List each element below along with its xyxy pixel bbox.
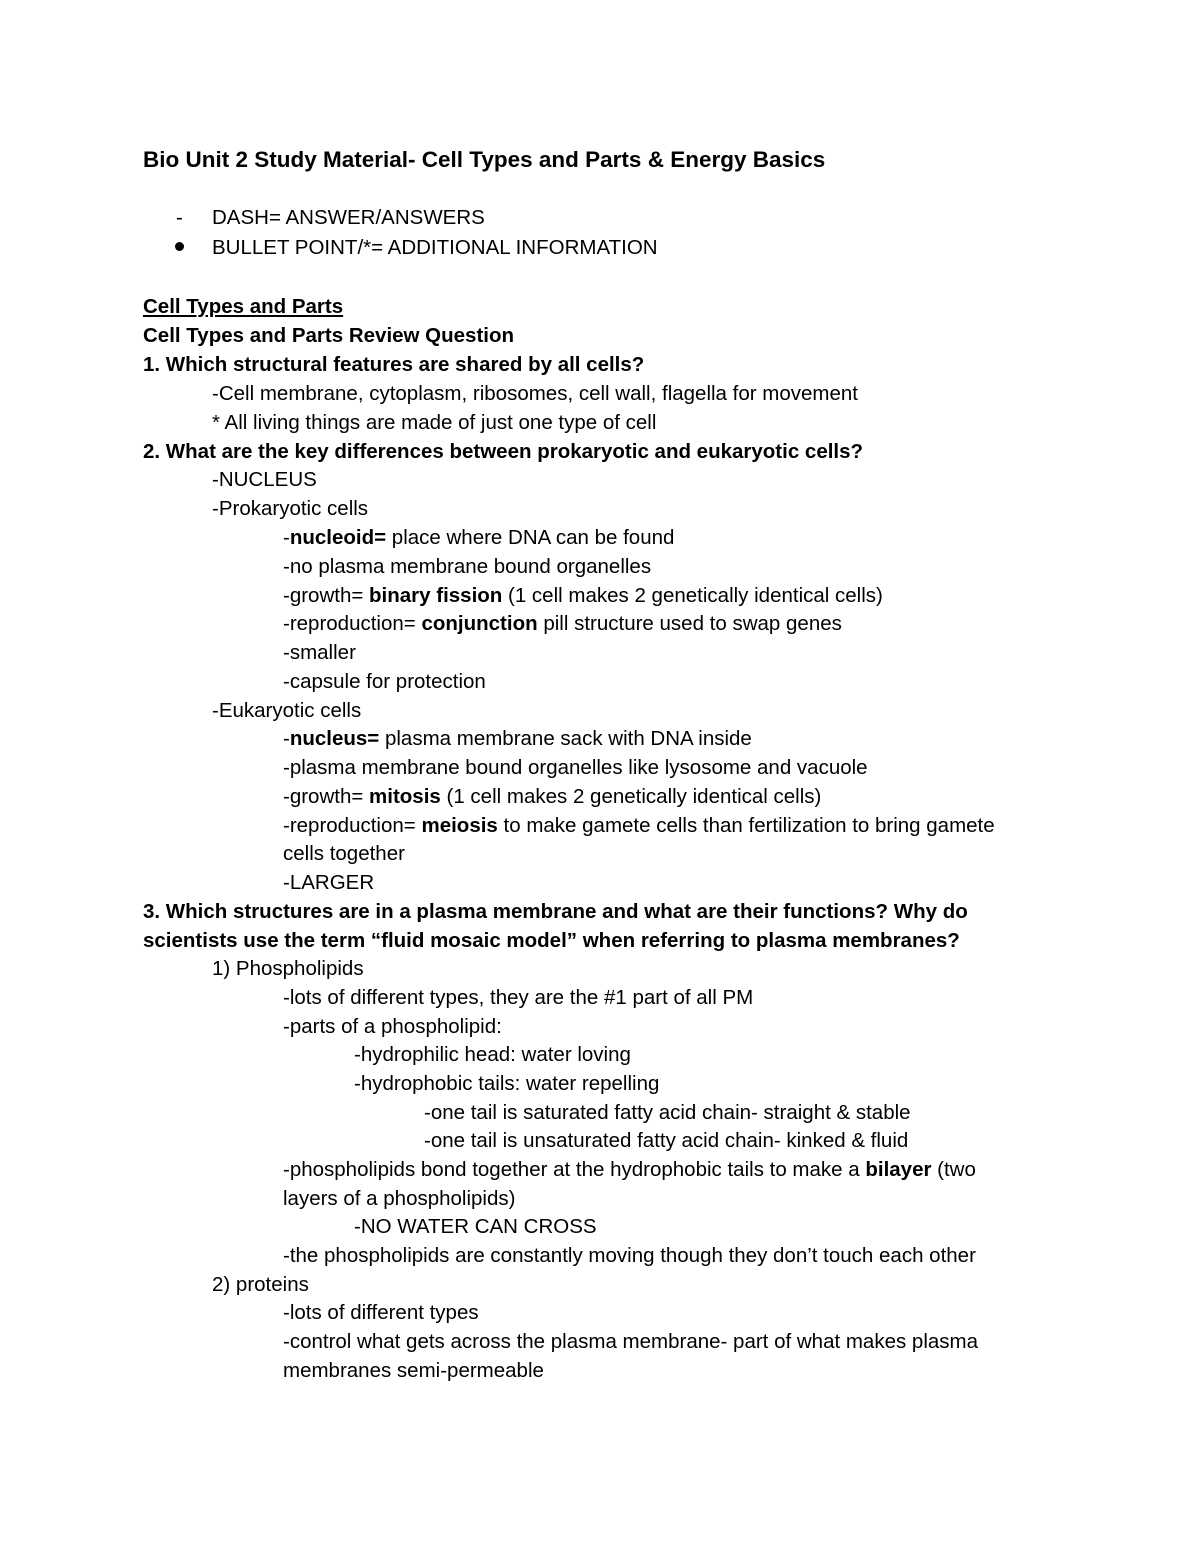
answer-line: -the phospholipids are constantly moving though they don’t touch each other	[283, 1244, 976, 1267]
answer-line: -lots of different types	[283, 1301, 479, 1324]
legend-bullet-text: BULLET POINT/*= ADDITIONAL INFORMATION	[212, 236, 658, 259]
answer-line: -nucleus= plasma membrane sack with DNA inside	[283, 727, 752, 750]
page-title: Bio Unit 2 Study Material- Cell Types and Parts & Energy Basics	[143, 147, 826, 172]
answer-line: -no plasma membrane bound organelles	[283, 555, 652, 578]
legend-dash-text: DASH= ANSWER/ANSWERS	[212, 206, 485, 229]
answer-line: -one tail is unsaturated fatty acid chain- kinked & fluid	[424, 1129, 909, 1152]
bullet-icon	[175, 242, 184, 251]
answer-line: -reproduction= meiosis to make gamete cells than fertilization to bring gamete	[283, 814, 995, 837]
answer-line: -capsule for protection	[283, 670, 486, 693]
answer-line: -growth= binary fission (1 cell makes 2 genetically identical cells)	[283, 584, 883, 607]
answer-line: -control what gets across the plasma membrane- part of what makes plasma	[283, 1330, 979, 1353]
answer-line: -hydrophilic head: water loving	[354, 1043, 631, 1066]
answer-line: membranes semi-permeable	[283, 1359, 544, 1382]
answer-line: cells together	[283, 842, 405, 865]
answer-line: -NUCLEUS	[212, 468, 317, 491]
section-heading: Cell Types and Parts	[143, 295, 344, 318]
answer-line: -lots of different types, they are the #1 part of all PM	[283, 986, 754, 1009]
answer-line: -hydrophobic tails: water repelling	[354, 1072, 660, 1095]
question-2: 2. What are the key differences between prokaryotic and eukaryotic cells?	[143, 440, 864, 463]
question-3: 3. Which structures are in a plasma membrane and what are their functions? Why do	[143, 900, 968, 923]
answer-line: -Eukaryotic cells	[212, 699, 362, 722]
question-1: 1. Which structural features are shared by all cells?	[143, 353, 645, 376]
answer-line: -NO WATER CAN CROSS	[354, 1215, 597, 1238]
answer-line: -reproduction= conjunction pill structure used to swap genes	[283, 612, 842, 635]
answer-line: -phospholipids bond together at the hydrophobic tails to make a bilayer (two	[283, 1158, 976, 1181]
legend-dash-marker: -	[176, 206, 183, 229]
subheading: Cell Types and Parts Review Question	[143, 324, 515, 347]
answer-line: -smaller	[283, 641, 356, 664]
answer-line: -plasma membrane bound organelles like lysosome and vacuole	[283, 756, 868, 779]
additional-info-line: * All living things are made of just one type of cell	[212, 411, 657, 434]
answer-line: -Cell membrane, cytoplasm, ribosomes, cell wall, flagella for movement	[212, 382, 858, 405]
answer-line: -nucleoid= place where DNA can be found	[283, 526, 675, 549]
answer-line: -growth= mitosis (1 cell makes 2 genetically identical cells)	[283, 785, 822, 808]
answer-line: -one tail is saturated fatty acid chain- straight & stable	[424, 1101, 911, 1124]
answer-heading: 1) Phospholipids	[212, 957, 364, 980]
answer-line: -LARGER	[283, 871, 375, 894]
answer-line: -parts of a phospholipid:	[283, 1015, 502, 1038]
answer-heading: 2) proteins	[212, 1273, 309, 1296]
question-3-continued: scientists use the term “fluid mosaic model” when referring to plasma membranes?	[143, 929, 960, 952]
answer-line: -Prokaryotic cells	[212, 497, 369, 520]
answer-line: layers of a phospholipids)	[283, 1187, 516, 1210]
